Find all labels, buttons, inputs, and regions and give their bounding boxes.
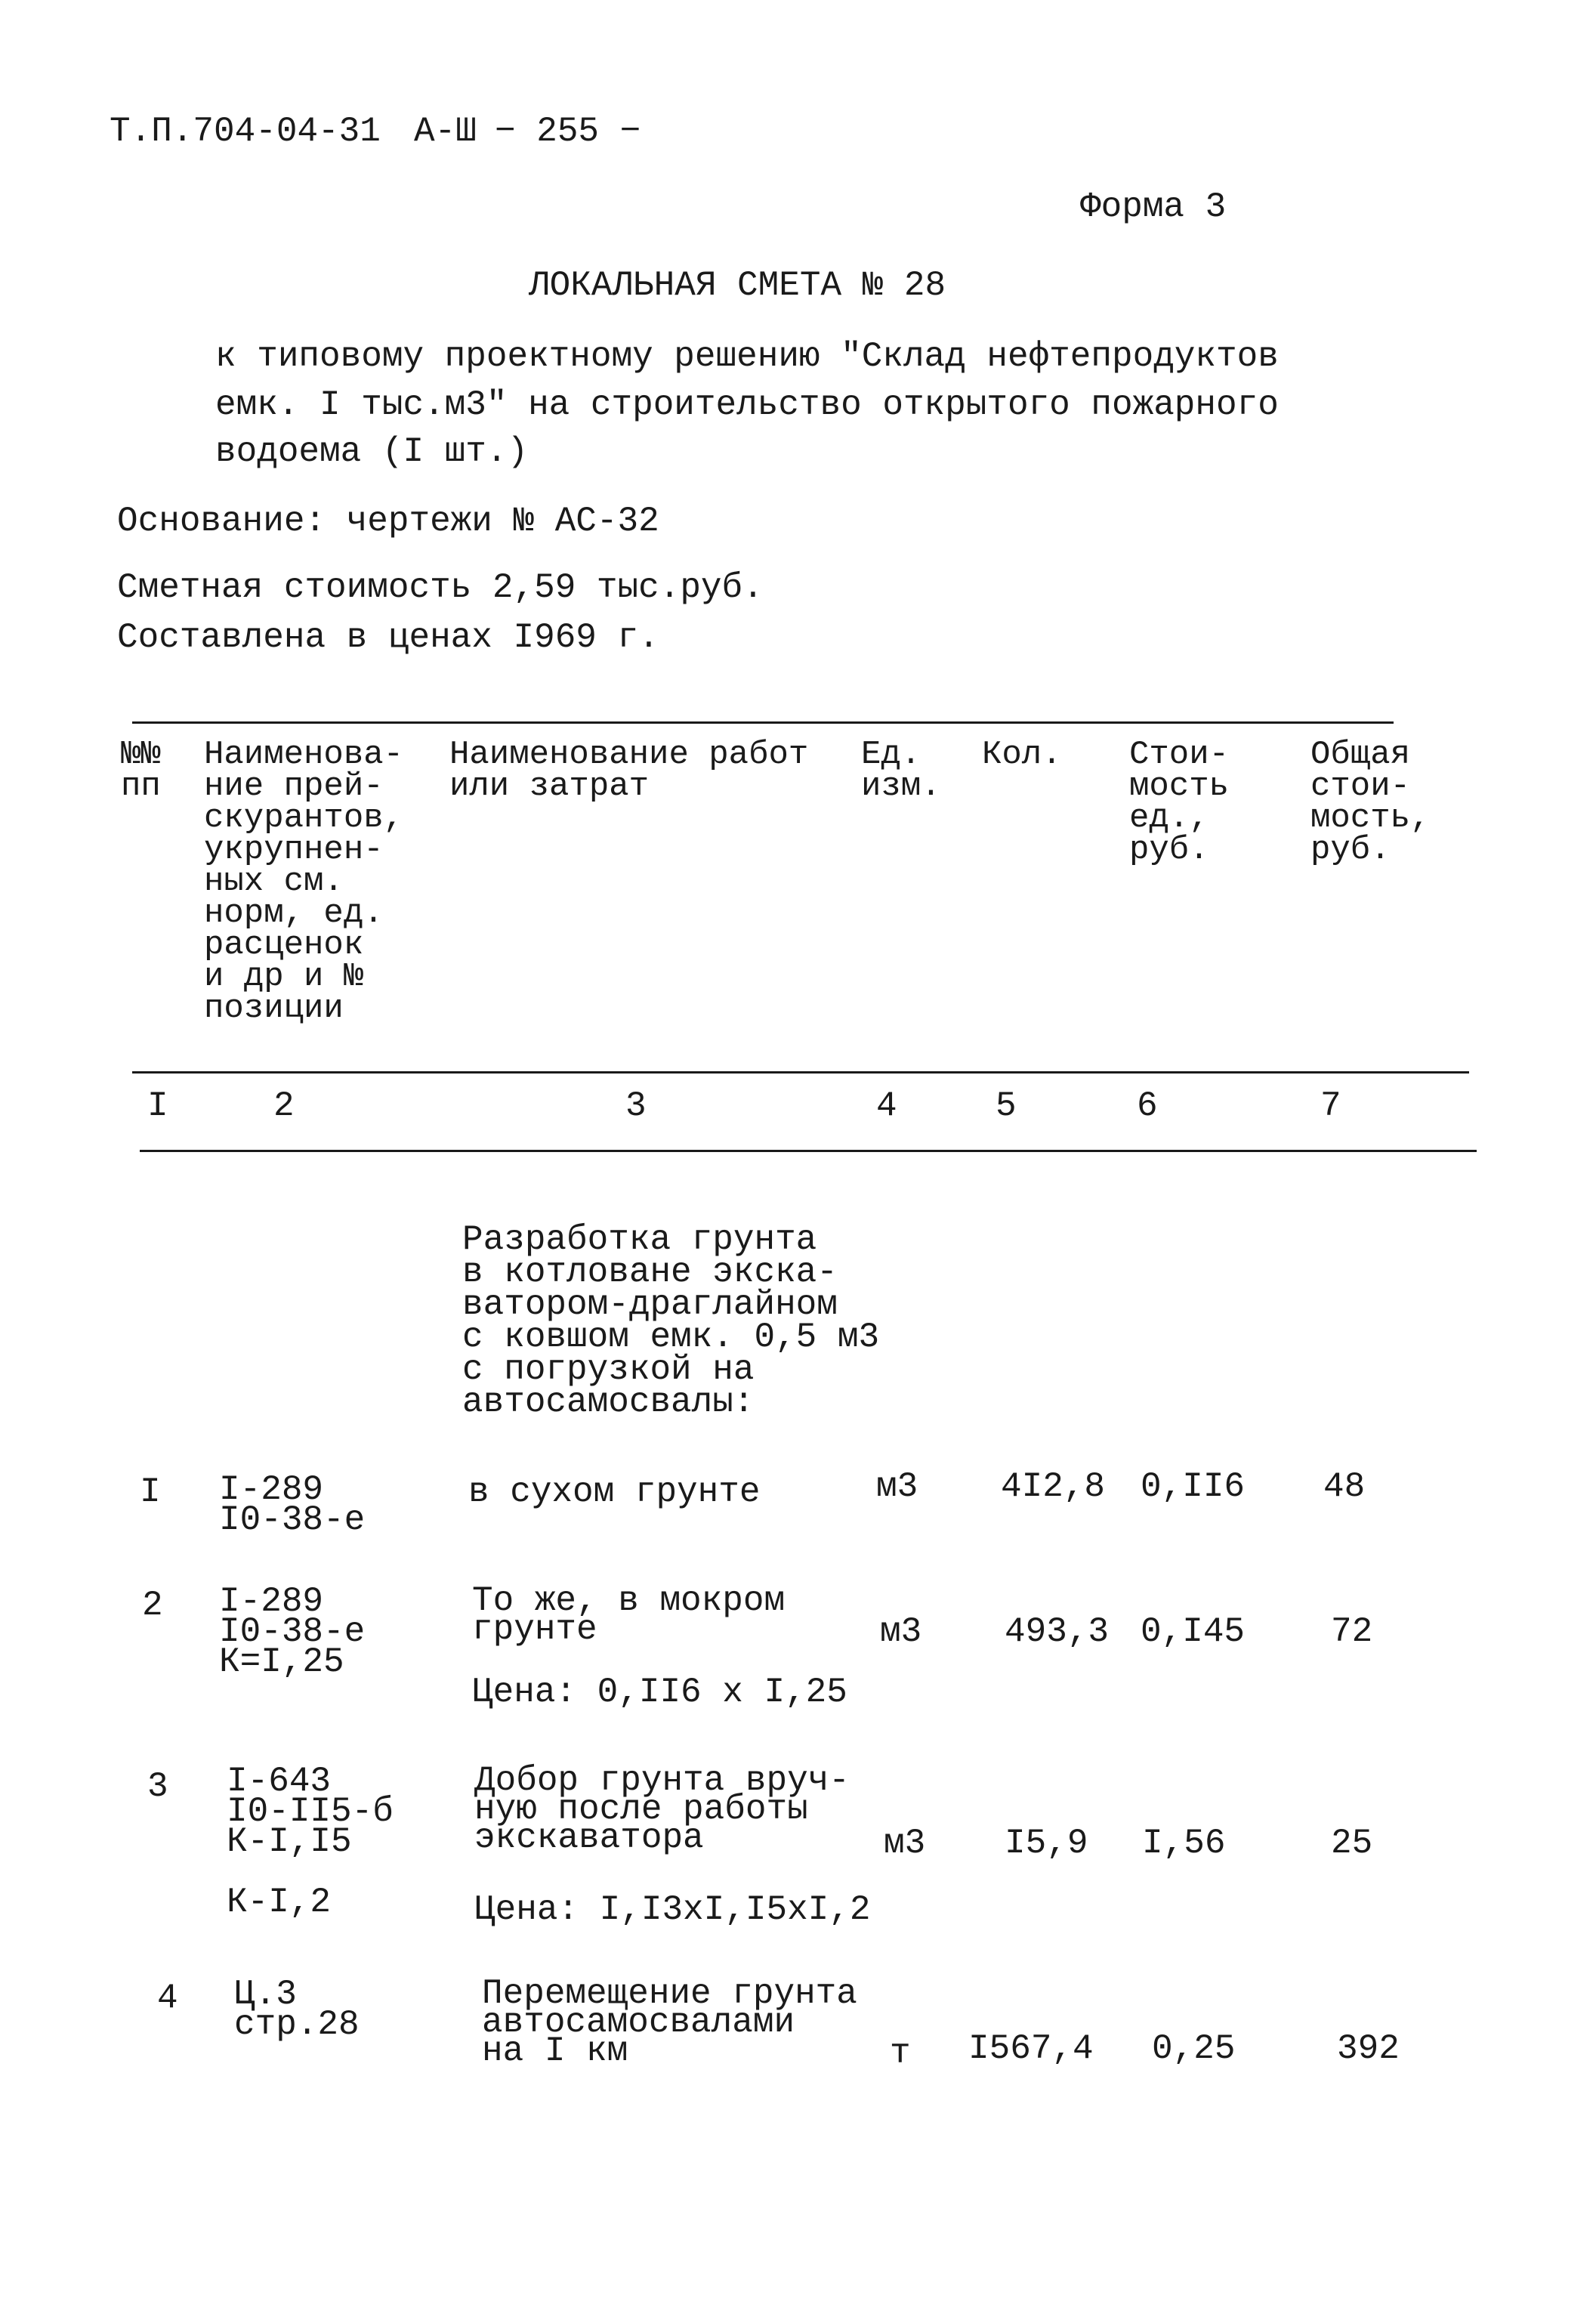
- header-work-name: Наименование работ или затрат: [449, 736, 809, 805]
- row-1-no: I: [140, 1472, 161, 1512]
- row-3-qty: I5,9: [1005, 1824, 1088, 1863]
- row-2-no: 2: [142, 1586, 163, 1625]
- form-label: Форма 3: [1080, 187, 1227, 227]
- column-number-1: I: [147, 1086, 168, 1126]
- table-top-rule: [132, 721, 1394, 724]
- column-number-4: 4: [876, 1086, 897, 1126]
- row-3-name: Добор грунта вруч- ную после работы экскаватора: [474, 1761, 850, 1858]
- estimate-title: ЛОКАЛЬНАЯ СМЕТА № 28: [529, 266, 946, 305]
- row-2-unit: м3: [880, 1612, 922, 1651]
- row-4-qty: I567,4: [968, 2029, 1094, 2068]
- row-1-price: 0,II6: [1141, 1467, 1246, 1506]
- row-3-total: 25: [1331, 1824, 1373, 1863]
- column-number-5: 5: [996, 1086, 1017, 1126]
- row-1-ref: I-289 I0-38-е: [219, 1470, 366, 1540]
- row-2-total: 72: [1331, 1612, 1373, 1651]
- row-3-price-note: Цена: I,I3хI,I5хI,2: [474, 1890, 871, 1929]
- row-4-no: 4: [157, 1979, 178, 2018]
- header-no: №№ пп: [121, 736, 161, 805]
- album-code: А-Ш: [414, 112, 477, 151]
- row-1-unit: м3: [876, 1467, 918, 1506]
- header-price-list: Наименова- ние прей- скурантов, укрупнен- ных см. норм, ед. расценок и др и № позиции: [204, 736, 404, 1027]
- row-4-ref: Ц.3 стр.28: [234, 1975, 360, 2044]
- row-1-name: в сухом грунте: [468, 1472, 761, 1512]
- row-3-price: I,56: [1142, 1824, 1226, 1863]
- subtitle-line-1: к типовому проектному решению "Склад нефтепродуктов: [215, 337, 1279, 376]
- price-level: Составлена в ценах I969 г.: [117, 618, 659, 657]
- column-number-6: 6: [1137, 1086, 1158, 1126]
- section-title: Разработка грунта в котловане экска- ватором-драглайном с ковшом емк. 0,5 м3 с погрузкой на автосамосвалы:: [462, 1220, 880, 1422]
- row-2-price: 0,I45: [1141, 1612, 1246, 1651]
- row-4-total: 392: [1337, 2029, 1400, 2068]
- row-3-unit: м3: [884, 1824, 926, 1863]
- subtitle-line-3: водоема (I шт.): [215, 432, 529, 471]
- row-2-qty: 493,3: [1005, 1612, 1110, 1651]
- row-4-price: 0,25: [1152, 2029, 1236, 2068]
- row-1-total: 48: [1323, 1467, 1366, 1506]
- column-number-7: 7: [1320, 1086, 1341, 1126]
- page-number: − 255 −: [495, 112, 641, 151]
- basis: Основание: чертежи № АС-32: [117, 502, 659, 541]
- row-4-unit: т: [890, 2034, 911, 2073]
- column-number-rule: [140, 1150, 1477, 1152]
- header-bottom-rule: [132, 1071, 1469, 1074]
- header-quantity: Кол.: [982, 736, 1062, 774]
- subtitle-line-2: емк. I тыс.м3" на строительство открытого пожарного: [215, 385, 1279, 425]
- row-2-name: То же, в мокром грунте: [472, 1581, 786, 1649]
- header-unit-cost: Стои- мость ед., руб.: [1129, 736, 1230, 869]
- header-unit: Ед. изм.: [861, 736, 941, 805]
- row-3-no: 3: [147, 1767, 168, 1806]
- row-4-name: Перемещение грунта автосамосвалами на I км: [482, 1974, 857, 2071]
- document-code: Т.П.704-04-31: [110, 112, 381, 151]
- estimated-cost: Сметная стоимость 2,59 тыс.руб.: [117, 568, 764, 607]
- row-2-price-note: Цена: 0,II6 х I,25: [472, 1673, 847, 1712]
- column-number-2: 2: [273, 1086, 295, 1126]
- row-1-qty: 4I2,8: [1001, 1467, 1106, 1506]
- row-3-ref: I-643 I0-II5-б К-I,I5 К-I,2: [227, 1762, 394, 1922]
- header-total-cost: Общая стои- мость, руб.: [1310, 736, 1431, 869]
- row-2-ref: I-289 I0-38-е К=I,25: [219, 1582, 366, 1682]
- column-number-3: 3: [625, 1086, 647, 1126]
